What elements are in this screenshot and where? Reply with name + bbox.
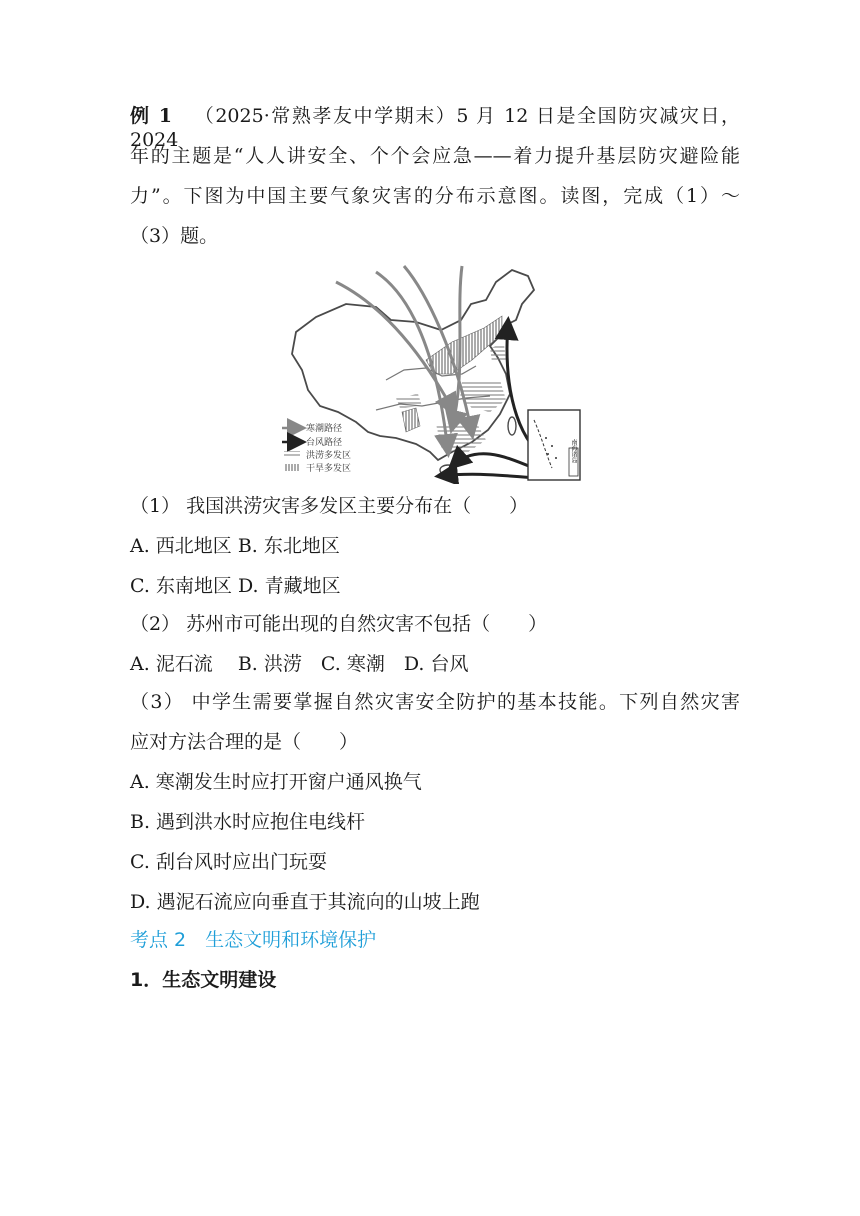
legend-flood: 洪涝多发区 [306,451,352,461]
question-3-option-d: D. 遇泥石流应向垂直于其流向的山坡上跑 [130,891,480,913]
section-heading: 考点 2 生态文明和环境保护 [130,929,377,951]
map-legend [282,422,351,474]
south-china-sea-inset [528,410,580,480]
question-3-option-b: B. 遇到洪水时应抱住电线杆 [130,811,366,833]
example-text-1: （2025·常熟孝友中学期末）5 月 12 日是全国防灾减灾日，2024 [130,105,741,151]
legend-cold-wave: 寒潮路径 [306,424,343,434]
question-3-option-c: C. 刮台风时应出门玩耍 [130,851,327,873]
example-line-3: 力”。下图为中国主要气象灾害的分布示意图。读图，完成（1）～ [130,185,740,207]
legend-drought: 干旱多发区 [306,464,352,474]
taiwan-island [508,417,516,435]
question-1-options-c-d: C. 东南地区 D. 青藏地区 [130,575,341,597]
example-label: 例 1 [130,105,172,127]
typhoon-path-3 [440,474,538,478]
china-map-svg [276,262,584,484]
question-1-options-a-b: A. 西北地区 B. 东北地区 [130,535,340,557]
question-2-stem: （2） 苏州市可能出现的自然灾害不包括（ ） [130,613,548,635]
example-line-4: （3）题。 [130,225,219,247]
question-3-option-a: A. 寒潮发生时应打开窗户通风换气 [130,771,422,793]
question-3-stem-line-2: 应对方法合理的是（ ） [130,731,359,753]
weather-disaster-map [276,262,584,484]
section-subheading: 1．生态文明建设 [130,969,277,991]
legend-typhoon: 台风路径 [306,438,343,448]
question-1-stem: （1） 我国洪涝灾害多发区主要分布在（ ） [130,495,529,517]
question-2-options: A. 泥石流 B. 洪涝 C. 寒潮 D. 台风 [130,653,469,675]
question-3-stem-line-1: （3） 中学生需要掌握自然灾害安全防护的基本技能。下列自然灾害 [130,691,740,713]
flood-area-north [490,344,506,362]
inset-label: 南海诸岛 [570,439,577,463]
example-line-2: 年的主题是“人人讲安全、个个会应急——着力提升基层防灾避险能 [130,145,740,167]
